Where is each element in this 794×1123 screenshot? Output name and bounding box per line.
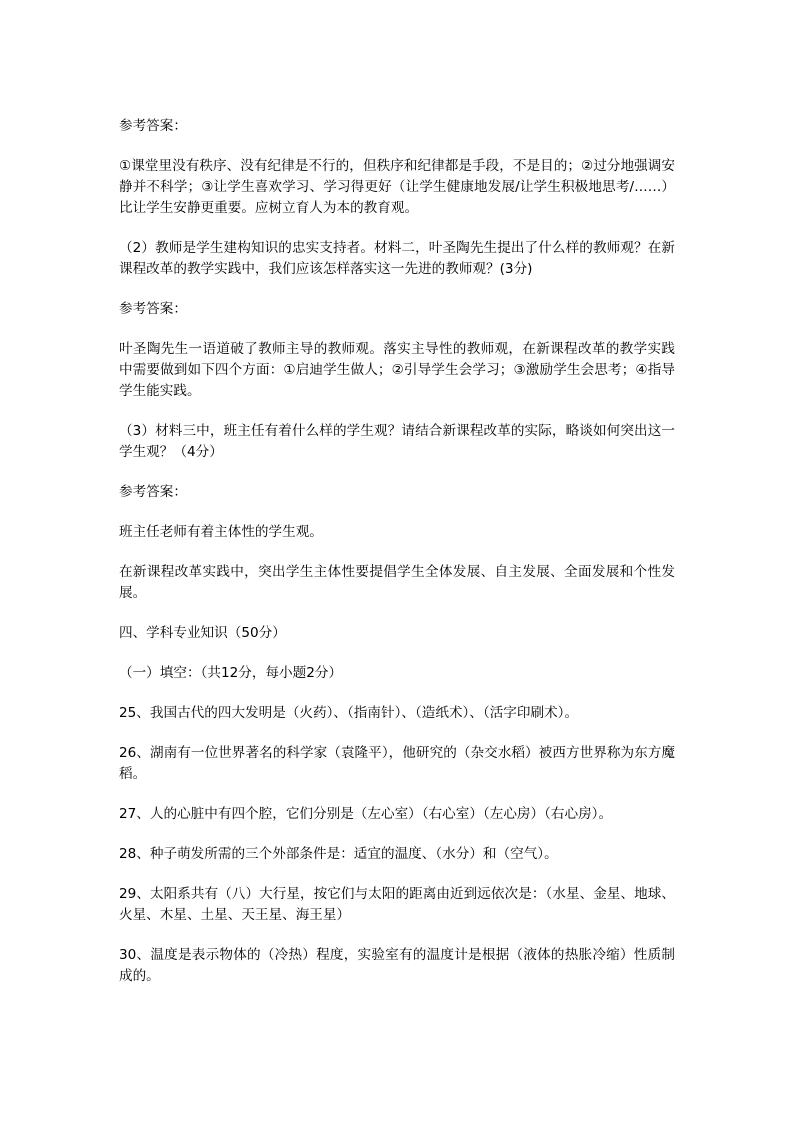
fill-blank-item-27: 27、人的心脏中有四个腔，它们分别是（左心室）（右心室）（左心房）（右心房）。 [119,806,613,822]
subsection-heading: （一）填空：（共12分，每小题2分） [119,665,343,681]
answer-label: 参考答案： [119,484,187,500]
question-3: （3）材料三中，班主任有着什么样的学生观？请结合新课程改革的实际，略谈如何突出这一学生观？（4分） [119,423,675,460]
fill-blank-item-29: 29、太阳系共有（八）大行星，按它们与太阳的距离由近到远依次是：（水星、金星、地球、火星、木星、土星、天王星、海王星） [119,886,675,923]
section-heading: 四、学科专业知识（50分） [119,625,286,641]
fill-blank-item-28: 28、种子萌发所需的三个外部条件是：适宜的温度、（水分）和（空气）。 [119,846,558,862]
answer-label: 参考答案： [119,118,187,134]
answer-label: 参考答案： [119,301,187,317]
question-2: （2）教师是学生建构知识的忠实支持者。材料二，叶圣陶先生提出了什么样的教师观？在新课程改革的教学实践中，我们应该怎样落实这一先进的教师观？(3分) [119,240,675,277]
document-page [119,116,675,1006]
answer-text: ①课堂里没有秩序、没有纪律是不行的，但秩序和纪律都是手段，不是目的；②过分地强调安静并不科学；③让学生喜欢学习、学习得更好（让学生健康地发展/让学生积极地思考/……）比让学生安静更重要。应树立育人为本的教育观。 [119,158,675,216]
answer-text: 在新课程改革实践中，突出学生主体性要提倡学生全体发展、自主发展、全面发展和个性发展。 [119,564,675,601]
fill-blank-item-26: 26、湖南有一位世界著名的科学家（袁隆平），他研究的（杂交水稻）被西方世界称为东方魔稻。 [119,745,675,782]
answer-text: 叶圣陶先生一语道破了教师主导的教师观。落实主导性的教师观，在新课程改革的教学实践中需要做到如下四个方面：①启迪学生做人；②引导学生会学习；③激励学生会思考；④指导学生能实践。 [119,341,675,399]
fill-blank-item-25: 25、我国古代的四大发明是（火药）、（指南针）、（造纸术）、（活字印刷术）。 [119,705,579,721]
answer-text: 班主任老师有着主体性的学生观。 [119,524,323,540]
fill-blank-item-30: 30、温度是表示物体的（冷热）程度，实验室有的温度计是根据（液体的热胀冷缩）性质制成的。 [119,947,675,984]
